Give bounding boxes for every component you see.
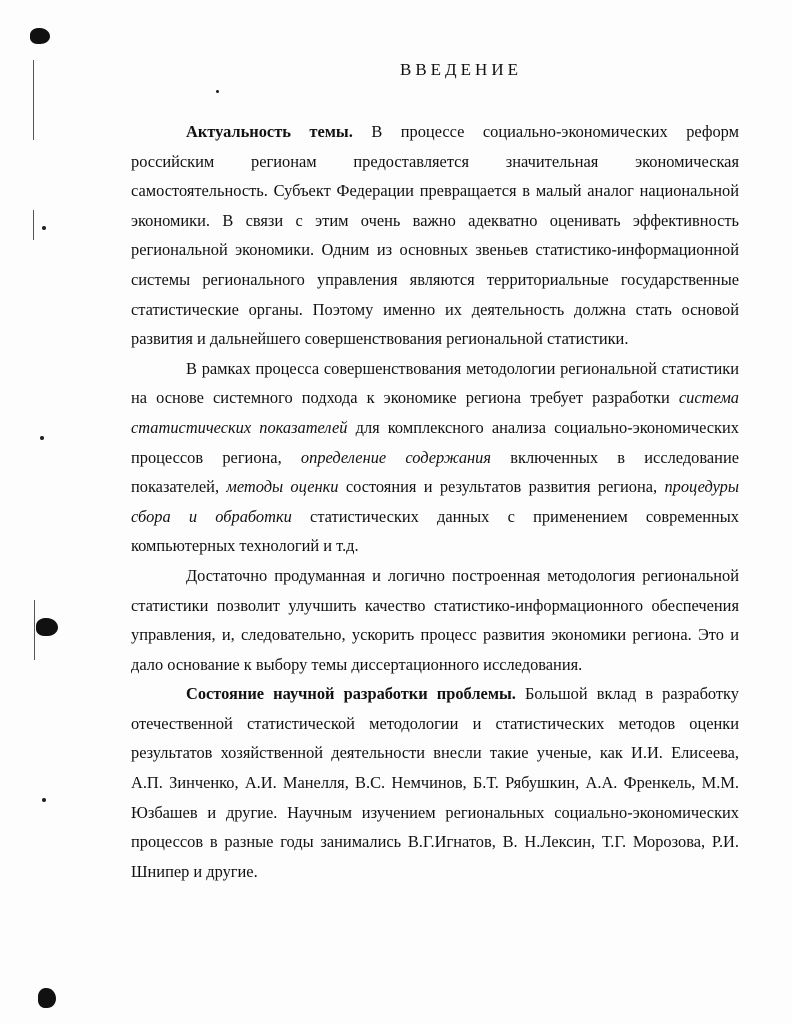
emphasis-text: процедуры сбора и обработки <box>131 477 739 526</box>
emphasis-text: определение содержания <box>300 447 491 467</box>
document-body <box>131 117 739 886</box>
paragraph <box>131 679 739 886</box>
scan-dot <box>216 90 219 93</box>
scan-blot-middle <box>36 618 58 636</box>
scan-blot-bottom <box>38 988 56 1008</box>
paragraph-text: Достаточно продуманная и логично построенная методология региональной статистики позволит улучшить качество статистико-информационного обеспечения управления, и, следовательно, ускорить процесс развития экономики региона. Это и дало основание к выбору темы диссертационного исследования. <box>131 565 739 674</box>
paragraph-heading: Состояние научной разработки проблемы. <box>186 684 516 704</box>
paragraph-text: В рамках процесса совершенствования методологии региональной статистики на основе системного подхода к экономике региона требует разработки <box>131 358 739 408</box>
paragraph-text: Большой вклад в разработку отечественной статистической методологии и статистических методов оценки результатов хозяйственной деятельности внесли такие ученые, как И.И. Елисеева, А.П. Зинченко, А.И. Манелля, В.С. Немчинов, Б.Т. Рябушкин, А.А. Френкель, М.М. Юзбашев и другие. Научным изучением региональных социально-экономических процессов в разные годы занимались В.Г.Игнатов, В. Н.Лексин, Т.Г. Морозова, Р.И. Шнипер и другие. <box>131 684 739 881</box>
scan-dot <box>40 436 44 440</box>
paragraph-text: статистических данных с применением современных компьютерных технологий и т.д. <box>131 506 739 556</box>
paragraph-text: состояния и результатов развития региона, <box>338 477 665 497</box>
scan-dot <box>42 798 46 802</box>
paragraph-text: для комплексного анализа социально-экономических процессов региона, <box>131 417 739 467</box>
paragraph-heading: Актуальность темы. <box>186 122 353 141</box>
paragraph-text: В процессе социально-экономических реформ российским регионам предоставляется значительная экономическая самостоятельность. Субъект Федерации превращается в малый аналог национальной экономики. В связи с этим очень важно адекватно оценивать эффективность региональной экономики. Одним из основных звеньев статистико-информационной системы регионального управления являются территориальные государственные статистические органы. Поэтому именно их деятельность должна стать основой развития и дальнейшего совершенствования региональной статистики. <box>131 122 740 349</box>
page-title: ВВЕДЕНИЕ <box>400 60 522 79</box>
scan-blot-top <box>30 28 50 44</box>
scan-edge-line <box>33 210 34 240</box>
paragraph-text: включенных в исследование показателей, <box>131 447 739 497</box>
scan-dot <box>42 226 46 230</box>
emphasis-text: методы оценки <box>226 477 339 497</box>
paragraph <box>131 117 739 354</box>
paragraph <box>131 561 739 679</box>
emphasis-text: система статистических показателей <box>131 388 739 437</box>
scan-edge-line <box>34 600 35 660</box>
paragraph <box>131 354 739 561</box>
